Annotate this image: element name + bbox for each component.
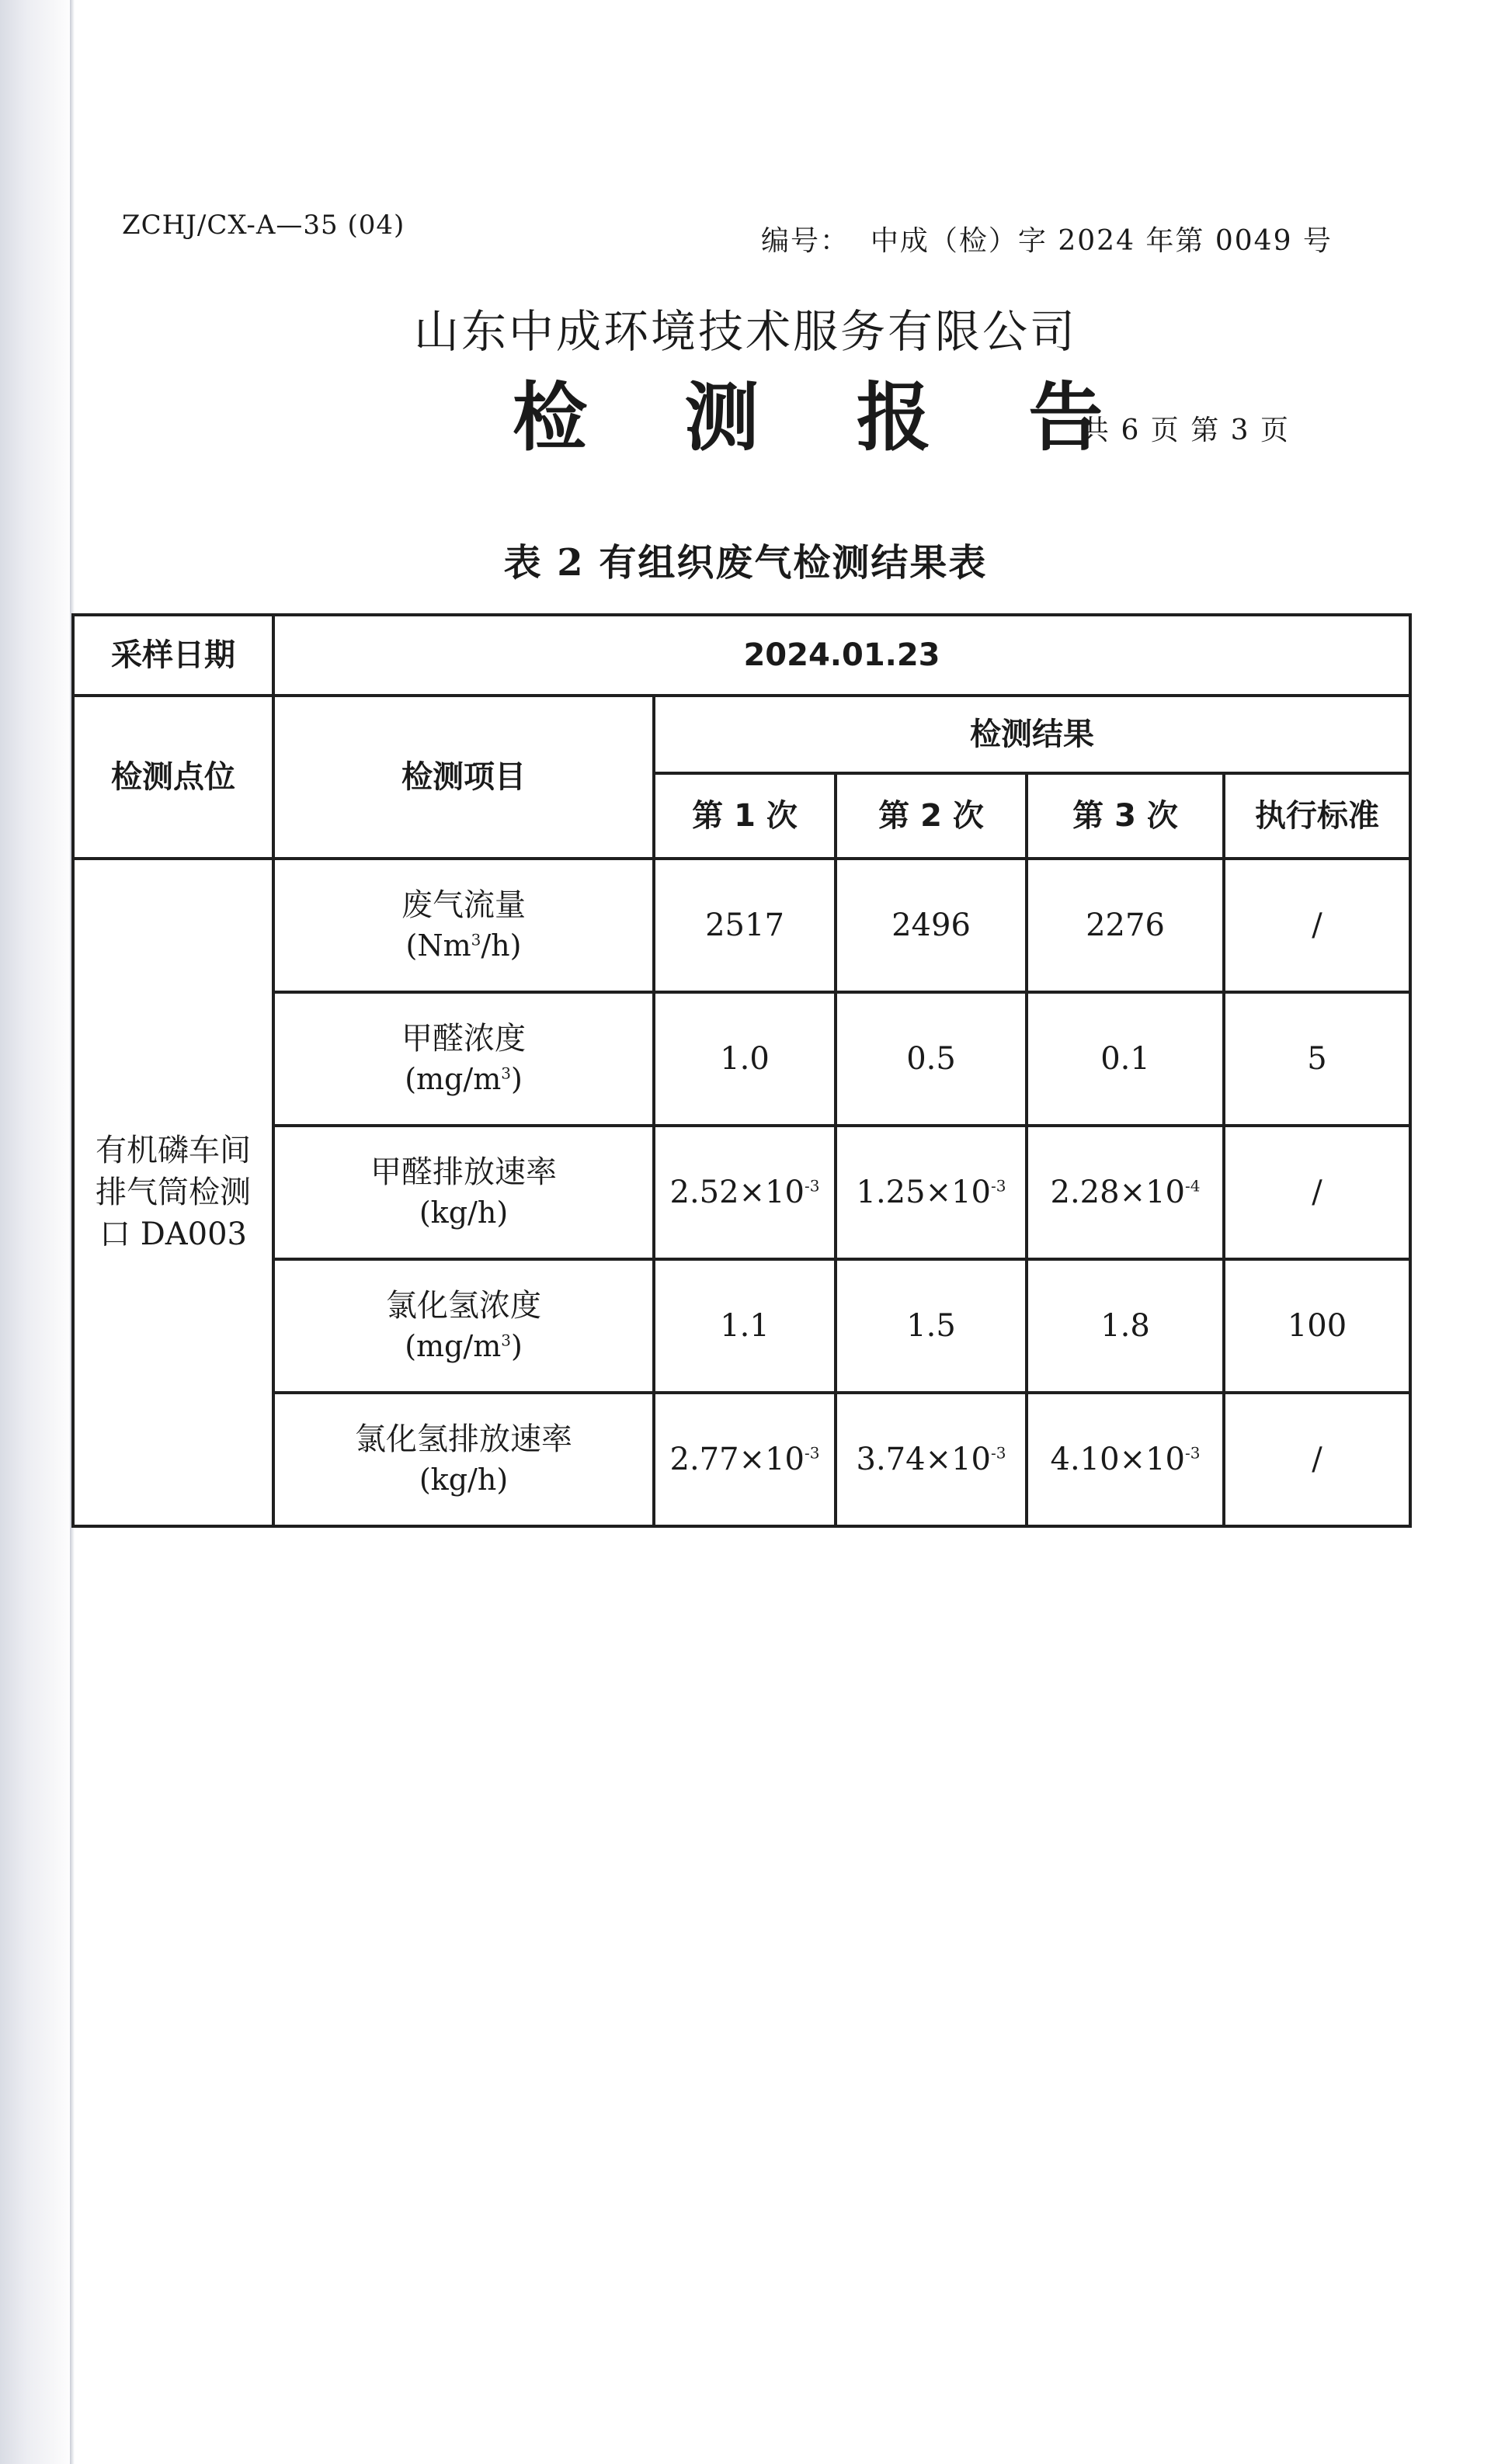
run2-value: 0.5 (836, 992, 1027, 1126)
item-name: 甲醛浓度 (401, 1021, 526, 1057)
sampling-date-label: 采样日期 (73, 615, 273, 696)
company-name: 山东中成环境技术服务有限公司 (413, 305, 1077, 358)
run1-value: 2517 (654, 859, 836, 992)
item-unit: (kg/h) (419, 1196, 509, 1230)
point-line-1: 有机磷车间 (96, 1133, 251, 1168)
serial-label: 编号： (761, 225, 850, 257)
point-line-3: 口 DA003 (99, 1216, 248, 1252)
binding-edge (0, 0, 75, 2464)
run1-value: $2.52\times 10^{-3}$ (654, 1126, 836, 1259)
standard-value: 5 (1224, 992, 1410, 1126)
report-serial (761, 219, 1333, 259)
table-row (73, 1126, 1410, 1259)
form-code: ZCHJ/CX-A—35 (04) (122, 210, 405, 241)
item-cell (273, 1126, 654, 1259)
run2-value: $1.25\times 10^{-3}$ (836, 1126, 1027, 1259)
item-name: 氯化氢排放速率 (355, 1421, 572, 1458)
serial-value: 中成（检）字 2024 年第 0049 号 (870, 225, 1333, 257)
sampling-date-value: 2024.01.23 (273, 615, 1410, 696)
table-row (73, 1393, 1410, 1526)
results-header: 检测结果 (654, 696, 1410, 773)
results-table (71, 613, 1412, 1528)
table-title: 表 2 有组织废气检测结果表 (503, 541, 988, 585)
standard-value: / (1224, 859, 1410, 992)
point-header: 检测点位 (73, 696, 273, 859)
page-info: 共 6 页 第 3 页 (1081, 415, 1291, 446)
standard-header: 执行标准 (1224, 773, 1410, 859)
report-title: 检 测 报 告 (513, 374, 1139, 461)
item-cell (273, 992, 654, 1126)
point-line-2: 排气筒检测 (96, 1175, 251, 1210)
run3-value: 2276 (1027, 859, 1224, 992)
item-cell (273, 1259, 654, 1393)
table-row (73, 859, 1410, 992)
table-row (73, 992, 1410, 1126)
run2-value: 1.5 (836, 1259, 1027, 1393)
item-header: 检测项目 (273, 696, 654, 859)
sampling-date-row (73, 615, 1410, 696)
run3-value: $2.28\times 10^{-4}$ (1027, 1126, 1224, 1259)
run1-value: 1.0 (654, 992, 836, 1126)
run2-header: 第 2 次 (836, 773, 1027, 859)
run3-value: 0.1 (1027, 992, 1224, 1126)
run1-value: $2.77\times 10^{-3}$ (654, 1393, 836, 1526)
run3-header: 第 3 次 (1027, 773, 1224, 859)
item-unit: $(mg/m^3)$ (405, 1329, 523, 1364)
item-cell (273, 1393, 654, 1526)
standard-value: 100 (1224, 1259, 1410, 1393)
run1-header: 第 1 次 (654, 773, 836, 859)
item-unit: $(mg/m^3)$ (405, 1062, 523, 1097)
item-name: 甲醛排放速率 (370, 1154, 557, 1191)
run1-value: 1.1 (654, 1259, 836, 1393)
item-name: 废气流量 (401, 887, 526, 924)
item-cell (273, 859, 654, 992)
run3-value: 1.8 (1027, 1259, 1224, 1393)
table-row (73, 1259, 1410, 1393)
standard-value: / (1224, 1126, 1410, 1259)
sampling-point (73, 859, 273, 1526)
standard-value: / (1224, 1393, 1410, 1526)
run2-value: $3.74\times 10^{-3}$ (836, 1393, 1027, 1526)
run2-value: 2496 (836, 859, 1027, 992)
item-unit: (kg/h) (419, 1463, 509, 1497)
item-unit: (Nm$^3$/h) (405, 928, 522, 963)
run3-value: $4.10\times 10^{-3}$ (1027, 1393, 1224, 1526)
header-row-1 (73, 696, 1410, 773)
item-name: 氯化氢浓度 (386, 1288, 541, 1324)
